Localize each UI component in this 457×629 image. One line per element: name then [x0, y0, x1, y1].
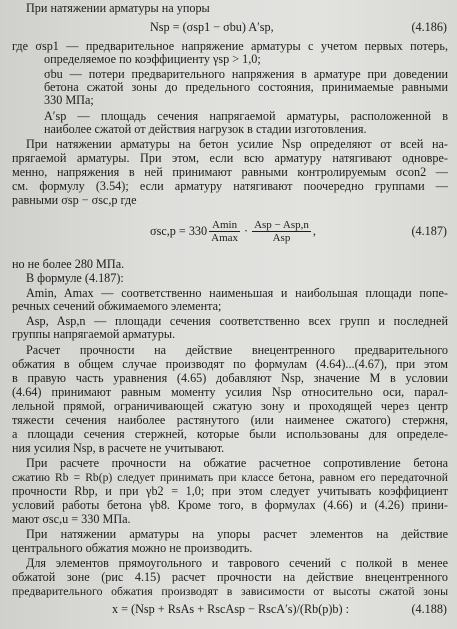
text-line: менно, напряжения в ней принимают равными контролируемым σcon2 — [12, 166, 448, 179]
text-line: а площади сечения стержней, которые были использованы для определе- [12, 428, 448, 441]
text-line: прягаемой арматуры. При этом, если всю арматуру натягивают одновре- [12, 152, 448, 165]
text-line: предварительного обжатия производят в зависимости от высоты сжатой зоны [12, 585, 448, 598]
fraction-denominator: Amax [211, 231, 239, 244]
formula-lhs: σsc,p = 330 [150, 223, 208, 238]
text-line: ния усилия Nsp, в расчете не учитывают. [12, 442, 225, 455]
text-line: но не более 280 МПа. [12, 258, 125, 271]
text-line: Amin, Amax — соответственно наименьшая и наибольшая площади попе- [26, 287, 448, 300]
formula-4-186: Nsp = (σsp1 − σbu) A′sp, [150, 21, 274, 34]
text-line: в правую часть уравнения (4.65) добавляют Nsp, значение M в условии [12, 372, 448, 385]
text-line: мают σsc,u = 330 МПа. [12, 513, 131, 526]
equation-number: (4.188) [411, 602, 447, 616]
text-line: (4.64) принимают равным моменту усилия Nsp относительно оси, парал- [12, 386, 448, 399]
text-line: лельной прямой, ограничивающей сжатую зону и проходящей через центр [12, 400, 448, 413]
text-line: Asp, Asp,n — площади сечения соответственно всех групп и последней [26, 315, 448, 328]
text-line: обжатия в общем случае производят по формулам (4.64)...(4.67), при этом [12, 358, 448, 371]
equation-number: (4.186) [411, 20, 447, 34]
text-line: тяжести сечения наиболее растянутого (или наименее сжатого) стержня, [12, 414, 448, 427]
text-line: Для элементов прямоугольного и таврового сечений с полкой в менее [26, 557, 448, 570]
text-line: см. формулу (3.54); если арматуру натягивают поочередно группами — [12, 180, 448, 193]
fraction-numerator: Amin [209, 219, 240, 232]
text-line: При расчете прочности на обжатие расчетное сопротивление бетона [26, 457, 448, 470]
fraction-denominator: Asp [272, 231, 291, 244]
text-line: обжатой зоне (рис 4.15) расчет прочности на действие внецентренного [12, 571, 448, 584]
text-line: центрального обжатия можно не производить. [12, 542, 253, 555]
text-line: сжатию Rb = Rb(p) следует принимать при классе бетона, равном его передаточной [12, 471, 448, 484]
text-line: речных сечений обжимаемого элемента; [12, 300, 222, 313]
formula-4-187: σsc,p = 330 $\frac{Amin}{Amax}$ · $\frac{\text{Asp − Asp,n}}{\text{Asp}}$ , [150, 218, 316, 244]
text-line: 330 МПа; [44, 94, 94, 107]
text-line: При натяжении арматуры на упоры [26, 2, 210, 15]
text-line: При натяжении арматуры на упоры расчет элементов на действие [26, 528, 448, 541]
fraction-area-groups [252, 219, 311, 244]
text-line: бетона сжатой зоны до предельного состояния, принимаемые равными [44, 81, 448, 94]
text-line: прочности Rbp, и при γb2 = 1,0; при этом следует учитывать коэффициент [12, 485, 448, 498]
text-line: наиболее сжатой от действия нагрузок в стадии изготовления. [44, 123, 367, 136]
text-line: Расчет прочности на действие внецентренного предварительного [26, 344, 448, 357]
fraction-numerator: Asp − Asp,n [254, 218, 309, 231]
text-line: равными σsp − σsc,p где [12, 194, 137, 207]
text-line: σbu — потери предварительного напряжения в арматуре при доведении [44, 68, 448, 81]
equation-number: (4.187) [411, 224, 447, 238]
fraction-area-ratio [209, 219, 240, 244]
text-line: условий работы бетона γb8. Кроме того, в формулах (4.66) и (4.26) прини- [12, 499, 448, 512]
formula-4-188: x = (Nsp + RsAs + RscAsp − RscA′s)/(Rb(p)b) : [112, 603, 350, 616]
text-line: В формуле (4.187): [26, 272, 124, 285]
text-line: группы напрягаемой арматуры. [12, 328, 176, 341]
text-line: определяемое по коэффициенту γsp > 1,0; [44, 53, 261, 66]
text-line: A′sp — площадь сечения напрягаемой арматуры, расположенной в [44, 110, 448, 123]
text-line: При натяжении арматуры на бетон усилие Nsp определяют от всей на- [26, 138, 448, 151]
text-line: где σsp1 — предварительное напряжение арматуры с учетом первых потерь, [12, 40, 448, 53]
